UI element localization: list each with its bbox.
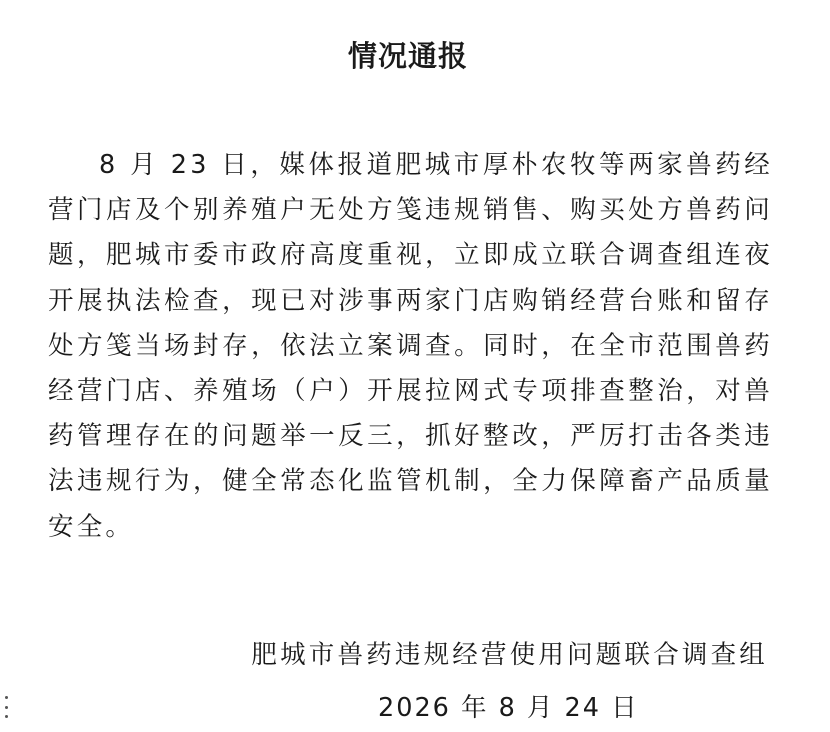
dot	[5, 696, 8, 699]
dot	[5, 715, 8, 718]
document-title: 情况通报	[347, 39, 468, 73]
more-vertical-icon[interactable]	[5, 696, 9, 718]
document-body: 8 月 23 日，媒体报道肥城市厚朴农牧等两家兽药经营门店及个别养殖户无处方笺违规销售、购买处方兽药问题，肥城市委市政府高度重视，立即成立联合调查组连夜开展执法检查，现已对涉事两家门店购销经营台账和留存处方笺当场封存，依法立案调查。同时，在全市范围兽药经营门店、养殖场（户）开展拉网式专项排查整治，对兽药管理存在的问题举一反三，抓好整改，严厉打击各类违法违规行为，健全常态化监管机制，全力保障畜产品质量安全。	[48, 150, 773, 542]
dot	[5, 706, 8, 709]
document-date: 2026 年 8 月 24 日	[378, 693, 639, 723]
document-signature: 肥城市兽药违规经营使用问题联合调查组	[251, 640, 768, 670]
